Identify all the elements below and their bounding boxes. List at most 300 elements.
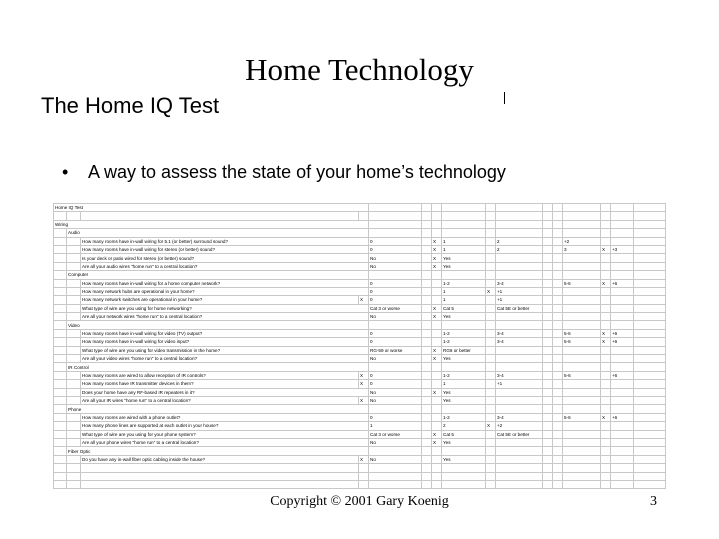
table-cell bbox=[486, 447, 496, 455]
table-cell bbox=[543, 279, 553, 287]
table-cell bbox=[634, 388, 666, 396]
table-cell bbox=[442, 229, 486, 237]
table-cell bbox=[611, 287, 634, 295]
table-cell bbox=[67, 355, 81, 363]
table-cell bbox=[67, 279, 81, 287]
table-cell bbox=[442, 363, 486, 371]
table-row bbox=[54, 396, 666, 404]
table-cell bbox=[601, 464, 611, 472]
table-cell: 2 bbox=[496, 237, 543, 245]
table-cell bbox=[611, 405, 634, 413]
table-cell bbox=[496, 212, 543, 220]
table-cell bbox=[54, 329, 67, 337]
table-cell: Yes bbox=[442, 455, 486, 463]
table-cell: X bbox=[432, 237, 442, 245]
table-cell bbox=[486, 329, 496, 337]
table-cell bbox=[553, 472, 563, 480]
table-cell bbox=[634, 380, 666, 388]
table-cell bbox=[543, 405, 553, 413]
table-cell bbox=[553, 271, 563, 279]
table-cell bbox=[486, 279, 496, 287]
table-row bbox=[54, 447, 666, 455]
table-cell bbox=[601, 380, 611, 388]
table-cell bbox=[422, 254, 432, 262]
table-cell: X bbox=[432, 313, 442, 321]
table-row bbox=[54, 229, 666, 237]
table-cell bbox=[601, 447, 611, 455]
table-cell bbox=[422, 438, 432, 446]
table-cell bbox=[54, 321, 67, 329]
table-cell bbox=[422, 304, 432, 312]
table-cell bbox=[611, 430, 634, 438]
table-cell bbox=[432, 279, 442, 287]
table-cell bbox=[67, 254, 81, 262]
table-cell bbox=[54, 245, 67, 253]
table-cell bbox=[54, 346, 67, 354]
table-cell: X bbox=[432, 262, 442, 270]
table-cell bbox=[543, 212, 553, 220]
table-cell bbox=[486, 472, 496, 480]
table-cell bbox=[496, 455, 543, 463]
table-cell bbox=[54, 271, 67, 279]
table-cell bbox=[54, 237, 67, 245]
table-cell bbox=[611, 296, 634, 304]
table-cell bbox=[486, 220, 496, 228]
table-cell bbox=[553, 388, 563, 396]
table-cell bbox=[486, 204, 496, 212]
table-cell bbox=[54, 363, 67, 371]
table-cell: X bbox=[432, 254, 442, 262]
table-cell: 1 bbox=[442, 237, 486, 245]
table-cell bbox=[634, 396, 666, 404]
table-cell bbox=[496, 204, 543, 212]
table-cell: X bbox=[432, 355, 442, 363]
table-cell bbox=[634, 413, 666, 421]
table-cell bbox=[422, 329, 432, 337]
table-cell: How many rooms have in-wall wiring for 5.1 (or better) surround sound? bbox=[81, 237, 369, 245]
table-row bbox=[54, 422, 666, 430]
table-cell bbox=[81, 480, 359, 488]
table-cell bbox=[601, 237, 611, 245]
table-cell bbox=[601, 371, 611, 379]
table-cell bbox=[67, 388, 81, 396]
table-cell bbox=[553, 321, 563, 329]
table-cell bbox=[422, 422, 432, 430]
table-cell: Yes bbox=[442, 355, 486, 363]
table-cell bbox=[422, 355, 432, 363]
table-cell bbox=[611, 229, 634, 237]
table-cell bbox=[601, 212, 611, 220]
table-cell bbox=[563, 271, 601, 279]
table-cell: How many rooms are wired to allow reception of IR controls? bbox=[81, 371, 359, 379]
table-cell bbox=[601, 313, 611, 321]
table-cell bbox=[67, 422, 81, 430]
table-cell: Yes bbox=[442, 262, 486, 270]
table-cell bbox=[634, 279, 666, 287]
table-row bbox=[54, 464, 666, 472]
table-cell bbox=[543, 296, 553, 304]
table-cell bbox=[601, 355, 611, 363]
table-cell bbox=[563, 287, 601, 295]
table-cell bbox=[634, 346, 666, 354]
table-cell: X bbox=[432, 245, 442, 253]
table-cell bbox=[67, 455, 81, 463]
table-cell: 0 bbox=[369, 296, 422, 304]
table-cell: +6 bbox=[611, 371, 634, 379]
spreadsheet-table bbox=[53, 203, 666, 489]
table-cell bbox=[496, 220, 543, 228]
table-row bbox=[54, 480, 666, 488]
table-cell bbox=[422, 464, 432, 472]
table-row bbox=[54, 438, 666, 446]
table-cell bbox=[611, 321, 634, 329]
table-cell bbox=[634, 204, 666, 212]
table-cell bbox=[553, 254, 563, 262]
table-cell: 3-4 bbox=[496, 413, 543, 421]
table-cell: Computer bbox=[67, 271, 369, 279]
table-row bbox=[54, 472, 666, 480]
table-cell bbox=[54, 287, 67, 295]
table-cell bbox=[563, 455, 601, 463]
table-cell: RG6 or better bbox=[442, 346, 486, 354]
table-cell: How many phone lines are supported at each outlet in your house? bbox=[81, 422, 369, 430]
table-cell: 1-2 bbox=[442, 329, 486, 337]
table-cell: 5-6 bbox=[563, 329, 601, 337]
table-cell bbox=[634, 245, 666, 253]
table-cell bbox=[563, 380, 601, 388]
table-cell bbox=[601, 204, 611, 212]
table-cell bbox=[54, 413, 67, 421]
table-cell bbox=[543, 329, 553, 337]
table-cell: Audio bbox=[67, 229, 369, 237]
table-cell bbox=[634, 363, 666, 371]
table-cell bbox=[634, 405, 666, 413]
table-cell bbox=[359, 464, 369, 472]
table-cell: Do you have any in-wall fiber optic cabling inside the house? bbox=[81, 455, 359, 463]
spreadsheet bbox=[53, 203, 665, 462]
table-cell bbox=[81, 472, 359, 480]
table-cell bbox=[54, 472, 67, 480]
table-cell: X bbox=[359, 296, 369, 304]
table-cell: 0 bbox=[369, 380, 422, 388]
table-row bbox=[54, 388, 666, 396]
table-cell bbox=[553, 396, 563, 404]
table-cell bbox=[422, 388, 432, 396]
table-cell bbox=[634, 321, 666, 329]
table-cell bbox=[611, 346, 634, 354]
table-cell bbox=[553, 380, 563, 388]
table-cell bbox=[54, 313, 67, 321]
table-cell bbox=[422, 447, 432, 455]
table-cell: No bbox=[369, 455, 422, 463]
table-cell bbox=[611, 304, 634, 312]
table-cell: 1-2 bbox=[442, 371, 486, 379]
table-cell bbox=[486, 413, 496, 421]
table-row bbox=[54, 237, 666, 245]
table-cell bbox=[634, 271, 666, 279]
table-cell: Yes bbox=[442, 438, 486, 446]
table-row bbox=[54, 296, 666, 304]
table-cell bbox=[634, 212, 666, 220]
table-cell: X bbox=[486, 287, 496, 295]
table-cell bbox=[432, 271, 442, 279]
table-cell bbox=[422, 279, 432, 287]
table-cell bbox=[359, 480, 369, 488]
table-cell bbox=[54, 455, 67, 463]
table-cell bbox=[442, 447, 486, 455]
table-cell: 0 bbox=[369, 338, 422, 346]
table-cell: X bbox=[601, 413, 611, 421]
table-cell bbox=[543, 422, 553, 430]
table-cell bbox=[422, 204, 432, 212]
table-cell bbox=[543, 338, 553, 346]
table-cell: X bbox=[601, 329, 611, 337]
table-cell: X bbox=[359, 371, 369, 379]
table-cell bbox=[422, 472, 432, 480]
table-cell bbox=[422, 229, 432, 237]
table-cell bbox=[486, 346, 496, 354]
table-cell bbox=[496, 405, 543, 413]
table-cell bbox=[563, 355, 601, 363]
table-cell bbox=[634, 237, 666, 245]
table-cell bbox=[611, 472, 634, 480]
table-cell: Fiber Optic bbox=[67, 447, 369, 455]
table-cell: 0 bbox=[369, 245, 422, 253]
table-cell bbox=[67, 472, 81, 480]
table-cell bbox=[611, 480, 634, 488]
table-cell: 1-2 bbox=[442, 338, 486, 346]
table-cell bbox=[432, 287, 442, 295]
table-cell bbox=[553, 212, 563, 220]
table-cell bbox=[432, 472, 442, 480]
table-cell: Yes bbox=[442, 313, 486, 321]
table-cell bbox=[486, 245, 496, 253]
table-cell bbox=[496, 464, 543, 472]
table-cell bbox=[369, 212, 422, 220]
table-cell bbox=[359, 472, 369, 480]
table-cell bbox=[54, 396, 67, 404]
table-cell bbox=[553, 220, 563, 228]
table-cell bbox=[634, 296, 666, 304]
table-row bbox=[54, 338, 666, 346]
table-cell: How many network hubs are operational in your home? bbox=[81, 287, 369, 295]
table-cell bbox=[553, 405, 563, 413]
table-cell: +6 bbox=[611, 279, 634, 287]
page-number: 3 bbox=[650, 494, 657, 509]
table-cell bbox=[601, 262, 611, 270]
table-cell bbox=[54, 480, 67, 488]
table-cell bbox=[67, 212, 81, 220]
table-cell: 3-4 bbox=[496, 329, 543, 337]
table-cell: X bbox=[432, 346, 442, 354]
table-cell bbox=[543, 396, 553, 404]
table-cell bbox=[601, 296, 611, 304]
table-cell bbox=[543, 472, 553, 480]
table-cell bbox=[442, 472, 486, 480]
table-cell bbox=[611, 363, 634, 371]
table-cell bbox=[486, 363, 496, 371]
table-cell: X bbox=[359, 396, 369, 404]
table-row bbox=[54, 405, 666, 413]
table-cell: 3 bbox=[563, 245, 601, 253]
table-cell bbox=[422, 396, 432, 404]
table-cell bbox=[442, 220, 486, 228]
table-cell: How many rooms have in-wall wiring for video input? bbox=[81, 338, 369, 346]
table-row bbox=[54, 329, 666, 337]
table-cell bbox=[54, 296, 67, 304]
table-cell bbox=[553, 304, 563, 312]
table-cell bbox=[54, 438, 67, 446]
table-row bbox=[54, 430, 666, 438]
table-cell: No bbox=[369, 396, 422, 404]
table-cell bbox=[601, 346, 611, 354]
table-cell: Phone bbox=[67, 405, 369, 413]
table-cell bbox=[563, 396, 601, 404]
table-cell bbox=[369, 204, 422, 212]
table-cell: Is your deck or patio wired for stereo (or better) sound? bbox=[81, 254, 369, 262]
table-cell bbox=[634, 229, 666, 237]
table-cell bbox=[634, 447, 666, 455]
table-cell bbox=[486, 430, 496, 438]
table-cell bbox=[611, 254, 634, 262]
table-cell bbox=[422, 371, 432, 379]
table-row bbox=[54, 254, 666, 262]
table-cell bbox=[553, 447, 563, 455]
table-cell bbox=[67, 380, 81, 388]
table-cell bbox=[442, 204, 486, 212]
table-cell: Cat 5E or better bbox=[496, 304, 543, 312]
table-cell: How many rooms have IR transmitter devices in them? bbox=[81, 380, 359, 388]
table-cell: X bbox=[432, 438, 442, 446]
table-cell bbox=[54, 262, 67, 270]
table-cell bbox=[601, 304, 611, 312]
table-cell bbox=[543, 438, 553, 446]
table-cell bbox=[496, 363, 543, 371]
table-cell bbox=[634, 371, 666, 379]
table-cell: X bbox=[486, 422, 496, 430]
table-cell bbox=[432, 422, 442, 430]
table-cell bbox=[553, 338, 563, 346]
table-cell bbox=[496, 355, 543, 363]
table-cell bbox=[601, 430, 611, 438]
table-cell bbox=[67, 480, 81, 488]
table-cell bbox=[611, 388, 634, 396]
table-cell: +6 bbox=[611, 413, 634, 421]
table-cell bbox=[54, 405, 67, 413]
table-cell: No bbox=[369, 355, 422, 363]
table-cell bbox=[486, 455, 496, 463]
table-cell bbox=[54, 422, 67, 430]
table-cell bbox=[611, 447, 634, 455]
table-cell bbox=[67, 464, 81, 472]
table-cell: X bbox=[601, 279, 611, 287]
table-cell bbox=[543, 262, 553, 270]
table-cell: What type of wire are you using for home networking? bbox=[81, 304, 369, 312]
table-cell: 0 bbox=[369, 237, 422, 245]
table-cell: How many rooms have in-wall wiring for video (TV) output? bbox=[81, 329, 369, 337]
table-row bbox=[54, 346, 666, 354]
table-cell bbox=[601, 405, 611, 413]
table-cell: What type of wire are you using for your phone system? bbox=[81, 430, 369, 438]
table-cell bbox=[486, 321, 496, 329]
table-row bbox=[54, 313, 666, 321]
table-row bbox=[54, 380, 666, 388]
table-cell bbox=[67, 338, 81, 346]
table-cell: Yes bbox=[442, 388, 486, 396]
table-cell bbox=[543, 229, 553, 237]
table-cell bbox=[553, 430, 563, 438]
table-cell: 1 bbox=[369, 422, 422, 430]
table-cell bbox=[553, 313, 563, 321]
table-cell bbox=[553, 262, 563, 270]
table-cell bbox=[496, 447, 543, 455]
table-cell bbox=[54, 447, 67, 455]
table-cell bbox=[54, 254, 67, 262]
table-cell: 2 bbox=[496, 245, 543, 253]
table-cell: 0 bbox=[369, 287, 422, 295]
table-cell: Are all your network wires "home run" to a central location? bbox=[81, 313, 369, 321]
table-cell: X bbox=[601, 245, 611, 253]
table-cell bbox=[67, 438, 81, 446]
table-cell bbox=[369, 229, 422, 237]
table-cell: No bbox=[369, 388, 422, 396]
table-cell: 1 bbox=[442, 245, 486, 253]
table-cell bbox=[432, 380, 442, 388]
table-cell bbox=[432, 329, 442, 337]
table-cell: Cat 3 or worse bbox=[369, 430, 422, 438]
table-cell: How many rooms have in-wall wiring for a home computer network? bbox=[81, 279, 369, 287]
table-cell bbox=[432, 204, 442, 212]
table-cell: 0 bbox=[369, 371, 422, 379]
table-cell bbox=[634, 430, 666, 438]
table-cell bbox=[543, 287, 553, 295]
table-cell bbox=[486, 355, 496, 363]
table-cell bbox=[611, 380, 634, 388]
table-cell bbox=[54, 212, 67, 220]
table-cell bbox=[553, 464, 563, 472]
table-cell: +2 bbox=[563, 237, 601, 245]
table-cell bbox=[81, 212, 359, 220]
slide-subtitle: The Home IQ Test bbox=[41, 93, 220, 118]
table-cell bbox=[543, 313, 553, 321]
table-cell bbox=[486, 304, 496, 312]
table-cell bbox=[81, 464, 359, 472]
table-cell: 3-4 bbox=[496, 338, 543, 346]
table-cell bbox=[611, 464, 634, 472]
table-cell: 5-6 bbox=[563, 371, 601, 379]
table-cell bbox=[67, 313, 81, 321]
table-cell: Yes bbox=[442, 396, 486, 404]
table-cell bbox=[543, 380, 553, 388]
table-cell bbox=[432, 464, 442, 472]
table-cell bbox=[432, 447, 442, 455]
table-cell: +3 bbox=[611, 245, 634, 253]
table-cell: 1 bbox=[442, 287, 486, 295]
table-cell bbox=[543, 346, 553, 354]
table-cell bbox=[601, 271, 611, 279]
table-cell bbox=[543, 480, 553, 488]
table-cell bbox=[67, 346, 81, 354]
table-cell bbox=[611, 355, 634, 363]
table-cell: X bbox=[359, 455, 369, 463]
table-cell bbox=[543, 220, 553, 228]
table-cell bbox=[601, 321, 611, 329]
table-cell bbox=[553, 371, 563, 379]
table-cell: IR Control bbox=[67, 363, 369, 371]
table-cell bbox=[432, 212, 442, 220]
table-cell: Cat 5 bbox=[442, 304, 486, 312]
table-cell: Does your home have any RF-based IR repeaters in it? bbox=[81, 388, 369, 396]
